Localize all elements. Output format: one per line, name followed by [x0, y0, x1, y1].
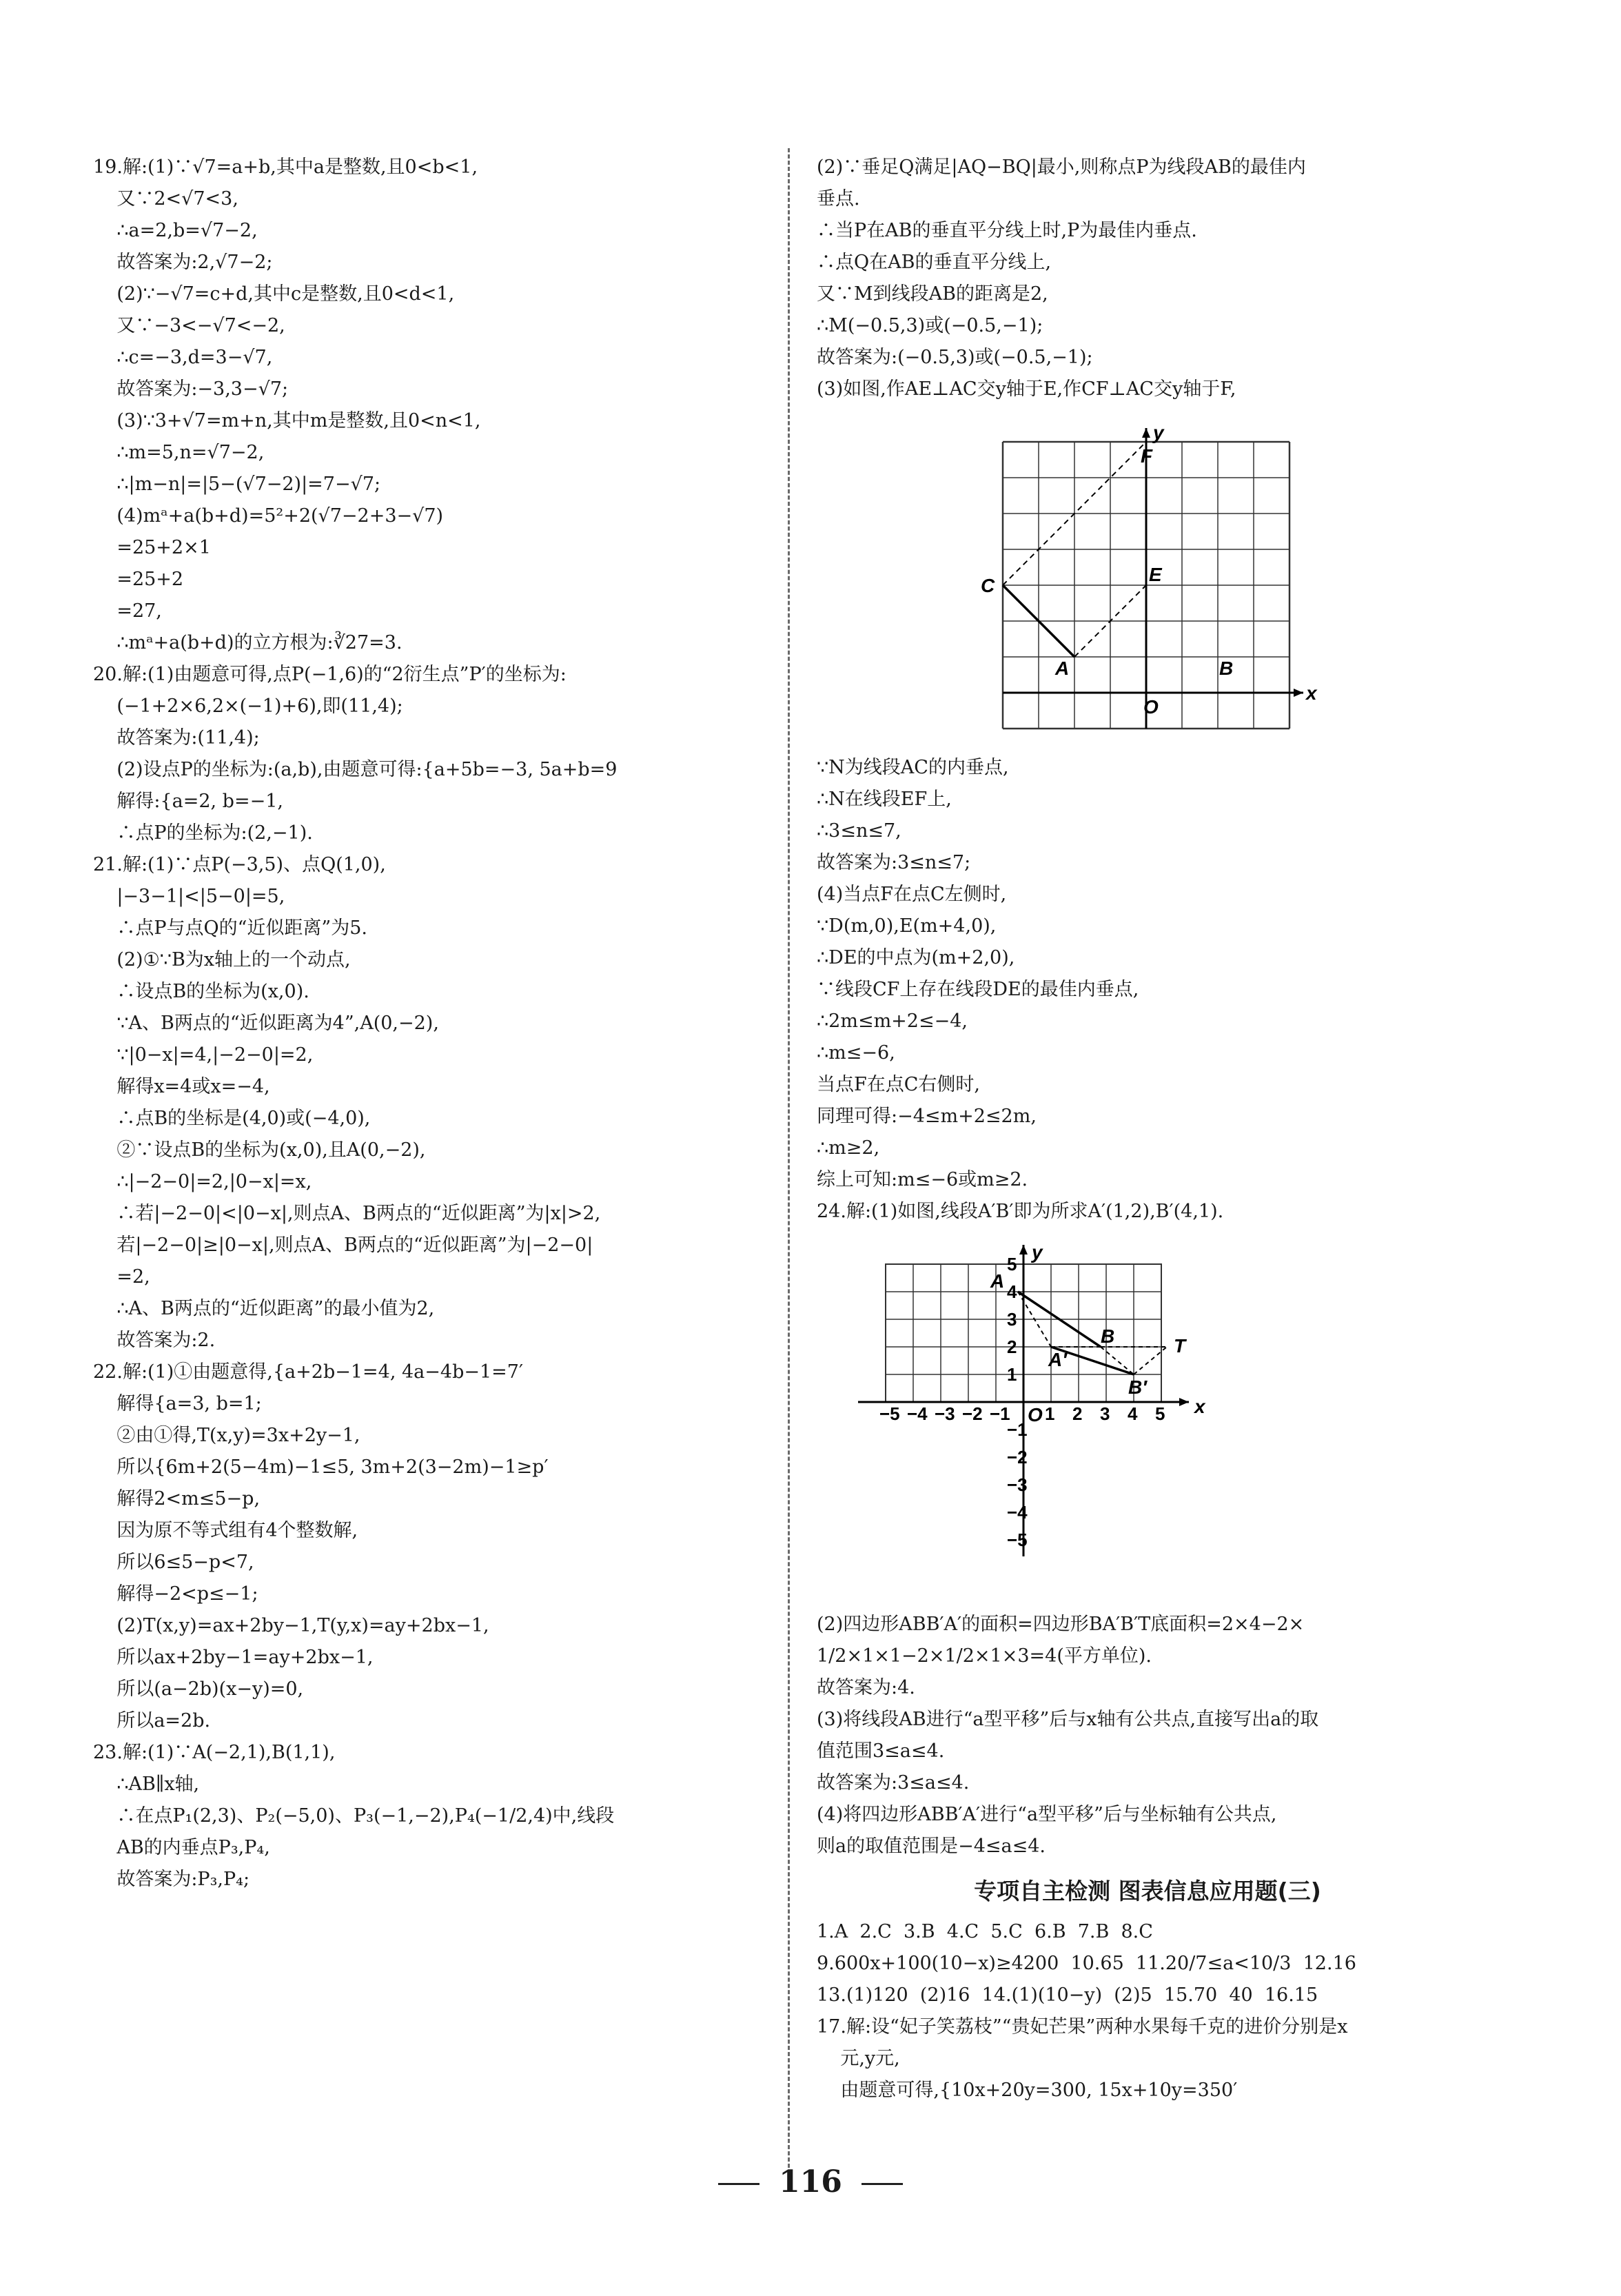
- text-line: ②∵设点B的坐标为(x,0),且A(0,−2),: [93, 1139, 426, 1161]
- text-line: ∴若|−2−0|<|0−x|,则点A、B两点的“近似距离”为|x|>2,: [93, 1203, 601, 1224]
- text-line: 故答案为:4.: [817, 1677, 915, 1698]
- y-tick-label: −3: [1007, 1474, 1028, 1495]
- text-line: ∵A、B两点的“近似距离为4”,A(0,−2),: [93, 1013, 439, 1034]
- x-tick-label: 4: [1128, 1403, 1138, 1424]
- text-line: ∵N为线段AC的内垂点,: [817, 757, 1009, 778]
- y-tick-label: 1: [1007, 1364, 1017, 1385]
- text-line: ∴当P在AB的垂直平分线上时,P为最佳内垂点.: [817, 220, 1197, 241]
- text-line: 又∵M到线段AB的距离是2,: [817, 283, 1048, 305]
- label-A-prime: A′: [1048, 1349, 1067, 1370]
- text-line: ∴N在线段EF上,: [817, 789, 952, 810]
- text-line: 由题意可得,{10x+20y=300, 15x+10y=350′: [817, 2080, 1238, 2101]
- text-line: (2)∵−√7=c+d,其中c是整数,且0<d<1,: [93, 283, 455, 305]
- y-tick-label: 3: [1007, 1309, 1017, 1330]
- text-line: ∴设点B的坐标为(x,0).: [93, 981, 309, 1002]
- text-line: ∴M(−0.5,3)或(−0.5,−1);: [817, 315, 1043, 336]
- dash-right: [862, 2183, 903, 2185]
- text-line: (2)设点P的坐标为:(a,b),由题意可得:{a+5b=−3, 5a+b=9: [93, 759, 618, 780]
- right-column-bottom: [817, 1609, 1478, 1862]
- label-x: x: [1194, 1396, 1205, 1417]
- text-line: =25+2×1: [93, 537, 211, 558]
- label-y: y: [1153, 422, 1164, 443]
- text-line: 22.解:(1)①由题意得,{a+2b−1=4, 4a−4b−1=7′: [93, 1361, 524, 1383]
- text-line: ∴3≤n≤7,: [817, 820, 901, 842]
- x-tick-label: 3: [1100, 1403, 1110, 1424]
- y-tick-label: −1: [1007, 1419, 1028, 1440]
- text-line: AB的内垂点P₃,P₄,: [93, 1837, 270, 1858]
- text-line: (4)当点F在点C左侧时,: [817, 884, 1007, 905]
- label-F: F: [1141, 445, 1153, 467]
- text-line: 所以6≤5−p<7,: [93, 1552, 254, 1573]
- text-line: 解得{a=3, b=1;: [93, 1393, 262, 1414]
- text-line: 则a的取值范围是−4≤a≤4.: [817, 1836, 1046, 1857]
- text-line: 解得−2<p≤−1;: [93, 1583, 258, 1605]
- text-line: ∴2m≤m+2≤−4,: [817, 1010, 968, 1032]
- text-line: 故答案为:2,√7−2;: [93, 252, 273, 273]
- label-x: x: [1306, 682, 1317, 704]
- column-divider: [788, 148, 790, 2168]
- text-line: ∴|m−n|=|5−(√7−2)|=7−√7;: [93, 474, 381, 495]
- text-line: (−1+2×6,2×(−1)+6),即(11,4);: [93, 695, 403, 717]
- y-tick-label: −4: [1007, 1502, 1028, 1523]
- x-axis-arrow: [1294, 689, 1303, 697]
- x-tick-label: −5: [879, 1403, 900, 1424]
- y-tick-label: 5: [1007, 1254, 1017, 1274]
- y-tick-label: −5: [1007, 1530, 1028, 1550]
- label-B: B: [1101, 1325, 1115, 1347]
- text-line: (2)四边形ABB′A′的面积=四边形BA′B′T底面积=2×4−2×: [817, 1614, 1305, 1635]
- dash-left: [718, 2183, 759, 2185]
- text-line: ∴AB∥x轴,: [93, 1774, 200, 1795]
- x-tick-label: 5: [1155, 1403, 1165, 1424]
- right-column-mid: [817, 752, 1478, 1228]
- x-axis-arrow: [1179, 1398, 1189, 1406]
- text-line: (2)∵垂足Q满足|AQ−BQ|最小,则称点P为线段AB的最佳内: [817, 156, 1306, 178]
- text-line: ∴点B的坐标是(4,0)或(−4,0),: [93, 1108, 371, 1129]
- text-line: 元,y元,: [817, 2048, 900, 2069]
- right-column-top: [817, 152, 1478, 405]
- text-line: 13.(1)120 (2)16 14.(1)(10−y) (2)5 15.70 40 16.15: [817, 1984, 1318, 2006]
- text-line: ∴点Q在AB的垂直平分线上,: [817, 252, 1052, 273]
- text-line: (3)如图,作AE⊥AC交y轴于E,作CF⊥AC交y轴于F,: [817, 378, 1236, 400]
- text-line: 故答案为:P₃,P₄;: [93, 1869, 250, 1890]
- text-line: 故答案为:3≤a≤4.: [817, 1772, 970, 1794]
- label-B-prime: B′: [1128, 1376, 1147, 1398]
- text-line: 故答案为:(11,4);: [93, 727, 260, 749]
- page-number-text: 116: [779, 2164, 842, 2200]
- label-A: A: [1055, 658, 1070, 679]
- figure-1-svg: [817, 411, 1478, 735]
- text-line: 同理可得:−4≤m+2≤2m,: [817, 1106, 1037, 1127]
- text-line: 17.解:设“妃子笑荔枝”“贵妃芒果”两种水果每千克的进价分别是x: [817, 2016, 1348, 2038]
- label-C: C: [981, 575, 995, 596]
- label-B: B: [1219, 658, 1234, 679]
- text-line: ∴A、B两点的“近似距离”的最小值为2,: [93, 1298, 435, 1319]
- label-T: T: [1174, 1335, 1186, 1357]
- x-tick-label: −4: [907, 1403, 928, 1424]
- x-tick-label: −2: [962, 1403, 983, 1424]
- text-line: (3)将线段AB进行“a型平移”后与x轴有公共点,直接写出a的取: [817, 1709, 1319, 1730]
- text-line: ∴c=−3,d=3−√7,: [93, 347, 273, 368]
- text-line: 故答案为:3≤n≤7;: [817, 852, 971, 873]
- text-line: 综上可知:m≤−6或m≥2.: [817, 1169, 1028, 1190]
- figure-2-grid: [817, 1233, 1478, 1602]
- y-tick-label: 4: [1007, 1281, 1017, 1302]
- text-line: 9.600x+100(10−x)≥4200 10.65 11.20/7≤a<10/3 12.16: [817, 1953, 1356, 1974]
- text-line: 解得x=4或x=−4,: [93, 1076, 270, 1097]
- y-tick-label: 2: [1007, 1337, 1017, 1357]
- text-line: 20.解:(1)由题意可得,点P(−1,6)的“2衍生点”P′的坐标为:: [93, 664, 567, 685]
- y-axis-arrow: [1019, 1245, 1028, 1254]
- text-line: ∵线段CF上存在线段DE的最佳内垂点,: [817, 979, 1139, 1000]
- segment-BB1: [1101, 1347, 1134, 1374]
- label-A: A: [990, 1270, 1005, 1292]
- text-line: ∴在点P₁(2,3)、P₂(−5,0)、P₃(−1,−2),P₄(−1/2,4)中,线段: [93, 1805, 615, 1827]
- text-line: 垂点.: [817, 188, 860, 210]
- text-line: (4)mᵃ+a(b+d)=5²+2(√7−2+3−√7): [93, 505, 444, 527]
- figure-2-svg: [817, 1233, 1478, 1592]
- text-line: (2)T(x,y)=ax+2by−1,T(y,x)=ay+2bx−1,: [93, 1615, 489, 1636]
- text-line: |−3−1|<|5−0|=5,: [93, 886, 285, 907]
- text-line: ∴a=2,b=√7−2,: [93, 220, 258, 241]
- section-title: 专项自主检测 图表信息应用题(三): [974, 1878, 1321, 1904]
- label-y: y: [1032, 1241, 1043, 1263]
- text-line: 1/2×1×1−2×1/2×1×3=4(平方单位).: [817, 1645, 1152, 1667]
- text-line: (2)①∵B为x轴上的一个动点,: [93, 949, 351, 971]
- x-tick-label: −1: [990, 1403, 1010, 1424]
- y-axis-arrow: [1142, 428, 1150, 438]
- label-E: E: [1149, 564, 1162, 585]
- text-line: =2,: [93, 1266, 150, 1288]
- text-line: 21.解:(1)∵点P(−3,5)、点Q(1,0),: [93, 854, 386, 875]
- text-line: ∴m≤−6,: [817, 1042, 895, 1064]
- text-line: 1.A 2.C 3.B 4.C 5.C 6.B 7.B 8.C: [817, 1921, 1153, 1942]
- text-line: ∴|−2−0|=2,|0−x|=x,: [93, 1171, 312, 1192]
- text-line: ∴m≥2,: [817, 1137, 880, 1159]
- left-column: [93, 152, 755, 1896]
- page-number: [0, 2164, 1621, 2200]
- label-O: O: [1028, 1404, 1043, 1425]
- text-line: =25+2: [93, 569, 184, 590]
- right-column: [817, 152, 1478, 2106]
- text-line: 故答案为:(−0.5,3)或(−0.5,−1);: [817, 347, 1093, 368]
- text-line: (3)∵3+√7=m+n,其中m是整数,且0<n<1,: [93, 410, 481, 431]
- text-line: =27,: [93, 600, 162, 622]
- text-line: 所以{6m+2(5−4m)−1≤5, 3m+2(3−2m)−1≥p′: [93, 1456, 549, 1478]
- text-line: ∴点P的坐标为:(2,−1).: [93, 822, 313, 844]
- text-line: 又∵−3<−√7<−2,: [93, 315, 285, 336]
- text-line: 故答案为:2.: [93, 1330, 216, 1351]
- text-line: 又∵2<√7<3,: [93, 188, 238, 210]
- text-line: ∴点P与点Q的“近似距离”为5.: [93, 917, 367, 939]
- text-line: 所以(a−2b)(x−y)=0,: [93, 1678, 304, 1700]
- text-line: 所以a=2b.: [93, 1710, 211, 1731]
- text-line: ∵D(m,0),E(m+4,0),: [817, 915, 997, 937]
- text-line: 因为原不等式组有4个整数解,: [93, 1520, 358, 1541]
- x-tick-label: 1: [1045, 1403, 1055, 1424]
- text-line: 故答案为:−3,3−√7;: [93, 378, 289, 400]
- text-line: ∵|0−x|=4,|−2−0|=2,: [93, 1044, 314, 1066]
- text-line: 所以ax+2by−1=ay+2bx−1,: [93, 1647, 374, 1668]
- text-line: ∴DE的中点为(m+2,0),: [817, 947, 1015, 968]
- label-O: O: [1143, 696, 1159, 718]
- text-line: 解得2<m≤5−p,: [93, 1488, 261, 1510]
- answers-block: [817, 1916, 1478, 2106]
- x-tick-label: 2: [1072, 1403, 1083, 1424]
- text-line: 值范围3≤a≤4.: [817, 1740, 945, 1762]
- text-line: 19.解:(1)∵√7=a+b,其中a是整数,且0<b<1,: [93, 156, 478, 178]
- text-line: ②由①得,T(x,y)=3x+2y−1,: [93, 1425, 360, 1446]
- y-tick-label: −2: [1007, 1447, 1028, 1467]
- text-line: 当点F在点C右侧时,: [817, 1074, 980, 1095]
- x-tick-label: −3: [935, 1403, 955, 1424]
- text-line: (4)将四边形ABB′A′进行“a型平移”后与坐标轴有公共点,: [817, 1804, 1277, 1825]
- text-line: ∴m=5,n=√7−2,: [93, 442, 265, 463]
- figure-1-grid: [817, 411, 1478, 745]
- text-line: 24.解:(1)如图,线段A′B′即为所求A′(1,2),B′(4,1).: [817, 1201, 1224, 1222]
- text-line: 23.解:(1)∵A(−2,1),B(1,1),: [93, 1742, 336, 1763]
- text-line: ∴mᵃ+a(b+d)的立方根为:∛27=3.: [93, 632, 402, 653]
- text-line: 解得:{a=2, b=−1,: [93, 791, 283, 812]
- text-line: 若|−2−0|≥|0−x|,则点A、B两点的“近似距离”为|−2−0|: [93, 1235, 593, 1256]
